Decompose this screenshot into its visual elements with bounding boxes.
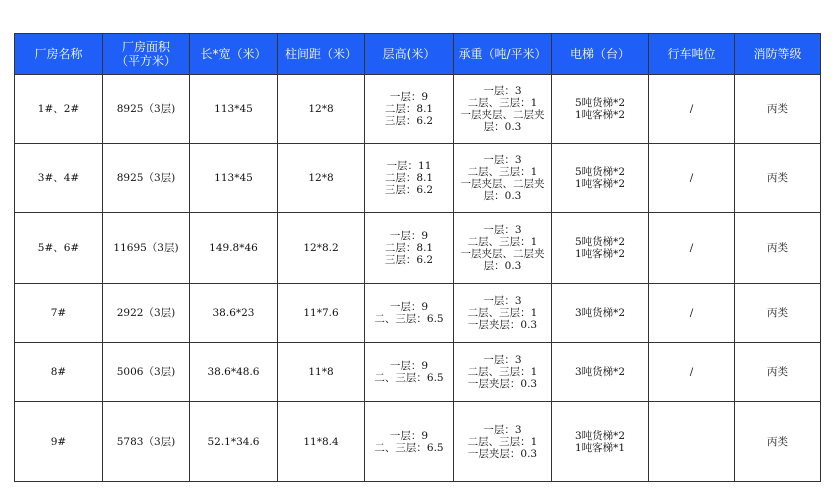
cell-dimensions: 38.6*48.6 — [190, 343, 278, 402]
floor-height-line: 三层：6.2 — [384, 184, 434, 196]
cell-column-spacing: 11*8 — [278, 343, 365, 402]
cell-column-spacing: 11*8.4 — [278, 402, 365, 482]
cell-crane-tonnage: / — [649, 144, 735, 213]
cell-dimensions: 38.6*23 — [190, 284, 278, 343]
floor-height-line: 一层：11 — [386, 160, 432, 172]
cell-crane-tonnage: / — [649, 75, 735, 144]
load-capacity-line: 二层、三层：1 — [467, 366, 538, 378]
floor-height-line: 三层：6.2 — [384, 115, 434, 127]
table-row — [15, 402, 821, 482]
cell-crane-tonnage: / — [649, 343, 735, 402]
elevators-line: 5吨货梯*2 — [574, 236, 626, 248]
floor-height-line: 一层：9 — [389, 230, 429, 242]
cell-fire-rating: 丙类 — [735, 144, 821, 213]
floor-height-line: 一层：9 — [389, 91, 429, 103]
cell-floor-height — [365, 284, 454, 343]
cell-fire-rating: 丙类 — [735, 402, 821, 482]
cell-factory-area: 8925（3层) — [103, 75, 190, 144]
cell-elevators — [552, 402, 649, 482]
cell-load-capacity — [454, 144, 552, 213]
cell-column-spacing: 11*7.6 — [278, 284, 365, 343]
header-factory-name: 厂房名称 — [15, 34, 103, 75]
elevators-line: 3吨货梯*2 — [574, 307, 626, 319]
cell-factory-name: 7# — [15, 284, 103, 343]
cell-floor-height — [365, 144, 454, 213]
cell-dimensions: 52.1*34.6 — [190, 402, 278, 482]
table-row — [15, 75, 821, 144]
header-column-spacing: 柱间距（米） — [278, 34, 365, 75]
load-capacity-line: 二层、三层：1 — [467, 307, 538, 319]
elevators-line: 1吨客梯*2 — [574, 248, 626, 260]
cell-load-capacity — [454, 402, 552, 482]
table-row — [15, 144, 821, 213]
elevators-line: 1吨客梯*2 — [574, 178, 626, 190]
floor-height-line: 二、三层：6.5 — [374, 441, 444, 454]
floor-height-line: 二层：8.1 — [384, 242, 434, 254]
floor-height-line: 一层：9 — [389, 360, 429, 372]
load-capacity-line: 二层、三层：1 — [467, 166, 538, 178]
cell-factory-area: 5783（3层) — [103, 402, 190, 482]
load-capacity-line: 一层：3 — [483, 354, 522, 366]
cell-crane-tonnage: / — [649, 213, 735, 284]
load-capacity-line: 一层：3 — [483, 224, 522, 236]
cell-factory-area: 8925（3层) — [103, 144, 190, 213]
table-body — [15, 75, 821, 482]
table-row — [15, 284, 821, 343]
load-capacity-line: 一层夹层：0.3 — [467, 447, 538, 460]
load-capacity-line: 一层：3 — [483, 295, 522, 307]
cell-floor-height — [365, 213, 454, 284]
floor-height-line: 二、三层：6.5 — [374, 313, 444, 325]
header-floor-height: 层高(米） — [365, 34, 454, 75]
load-capacity-line: 层：0.3 — [483, 121, 522, 133]
elevators-line: 5吨货梯*2 — [574, 166, 626, 178]
cell-floor-height — [365, 75, 454, 144]
cell-elevators — [552, 75, 649, 144]
cell-fire-rating: 丙类 — [735, 343, 821, 402]
cell-fire-rating: 丙类 — [735, 75, 821, 144]
load-capacity-line: 一层夹层、二层夹 — [460, 248, 545, 260]
load-capacity-line: 一层夹层、二层夹 — [460, 178, 545, 190]
header-row — [15, 34, 821, 75]
load-capacity-line: 层：0.3 — [483, 190, 522, 202]
cell-factory-name: 5#、6# — [15, 213, 103, 284]
load-capacity-line: 二层、三层：1 — [467, 435, 538, 448]
load-capacity-line: 一层夹层：0.3 — [467, 378, 538, 390]
cell-column-spacing: 12*8 — [278, 75, 365, 144]
floor-height-line: 二层：8.1 — [384, 172, 434, 184]
cell-column-spacing: 12*8 — [278, 144, 365, 213]
cell-factory-name: 1#、2# — [15, 75, 103, 144]
cell-factory-area: 5006（3层) — [103, 343, 190, 402]
cell-floor-height — [365, 402, 454, 482]
load-capacity-line: 二层、三层：1 — [467, 236, 538, 248]
load-capacity-line: 一层：3 — [483, 85, 522, 97]
cell-fire-rating: 丙类 — [735, 284, 821, 343]
cell-load-capacity — [454, 213, 552, 284]
load-capacity-line: 一层夹层、二层夹 — [460, 109, 545, 121]
cell-column-spacing: 12*8.2 — [278, 213, 365, 284]
cell-crane-tonnage: / — [649, 284, 735, 343]
cell-elevators — [552, 343, 649, 402]
elevators-line: 3吨货梯*2 — [574, 429, 626, 442]
elevators-line: 1吨客梯*2 — [574, 109, 626, 121]
elevators-line: 1吨客梯*1 — [574, 441, 626, 454]
floor-height-line: 三层：6.2 — [384, 254, 434, 266]
cell-floor-height — [365, 343, 454, 402]
cell-load-capacity — [454, 343, 552, 402]
cell-load-capacity — [454, 284, 552, 343]
header-elevators: 电梯（台） — [552, 34, 649, 75]
header-load-capacity: 承重（吨/平米） — [454, 34, 552, 75]
elevators-line: 3吨货梯*2 — [574, 366, 626, 378]
cell-crane-tonnage — [649, 402, 735, 482]
table-row — [15, 343, 821, 402]
cell-dimensions: 113*45 — [190, 144, 278, 213]
load-capacity-line: 一层：3 — [483, 154, 522, 166]
floor-height-line: 一层：9 — [389, 429, 429, 442]
floor-height-line: 二层：8.1 — [384, 103, 434, 115]
cell-factory-area: 11695（3层) — [103, 213, 190, 284]
cell-elevators — [552, 284, 649, 343]
header-factory-area: 厂房面积 （平方米） — [103, 34, 190, 75]
load-capacity-line: 二层、三层：1 — [467, 97, 538, 109]
cell-dimensions: 149.8*46 — [190, 213, 278, 284]
cell-dimensions: 113*45 — [190, 75, 278, 144]
cell-fire-rating: 丙类 — [735, 213, 821, 284]
cell-factory-area: 2922（3层) — [103, 284, 190, 343]
header-crane-tonnage: 行车吨位 — [649, 34, 735, 75]
floor-height-line: 二、三层：6.5 — [374, 372, 444, 384]
cell-factory-name: 9# — [15, 402, 103, 482]
load-capacity-line: 一层：3 — [483, 423, 522, 436]
factory-spec-table — [14, 33, 821, 482]
elevators-line: 5吨货梯*2 — [574, 97, 626, 109]
load-capacity-line: 层：0.3 — [483, 260, 522, 272]
cell-elevators — [552, 144, 649, 213]
cell-elevators — [552, 213, 649, 284]
cell-factory-name: 8# — [15, 343, 103, 402]
load-capacity-line: 一层夹层：0.3 — [467, 319, 538, 331]
floor-height-line: 一层：9 — [389, 301, 429, 313]
cell-factory-name: 3#、4# — [15, 144, 103, 213]
header-dimensions: 长*宽（米） — [190, 34, 278, 75]
header-fire-rating: 消防等级 — [735, 34, 821, 75]
cell-load-capacity — [454, 75, 552, 144]
table-row — [15, 213, 821, 284]
